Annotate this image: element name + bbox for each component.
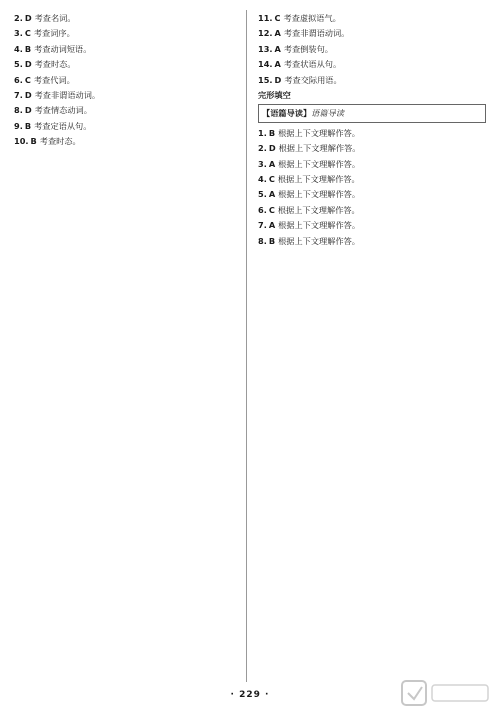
- cloze-item: [258, 173, 486, 185]
- watermark-logo-icon: [400, 675, 492, 711]
- right-item: [258, 74, 486, 86]
- left-item-explanation: 考查情态动词。: [34, 105, 92, 116]
- left-item-number: 10.: [14, 136, 29, 147]
- right-item: [258, 12, 486, 24]
- left-item: [14, 135, 242, 147]
- right-item-answer: A: [274, 43, 281, 54]
- cloze-item: [258, 127, 486, 139]
- left-item-number: 7.: [14, 90, 23, 101]
- left-item-answer: B: [30, 136, 37, 147]
- left-items: [14, 12, 242, 148]
- cloze-item-number: 7.: [258, 220, 267, 231]
- cloze-item-explanation: 根据上下文理解作答。: [277, 174, 360, 185]
- column-divider: [246, 10, 247, 682]
- right-item-answer: D: [274, 74, 282, 85]
- cloze-item-explanation: 根据上下文理解作答。: [277, 204, 360, 215]
- cloze-item-answer: A: [268, 158, 276, 169]
- cloze-item-answer: B: [268, 235, 276, 246]
- right-item-explanation: 考查状语从句。: [283, 59, 342, 70]
- left-item-answer: D: [24, 59, 32, 70]
- right-item-explanation: 考查倒装句。: [283, 43, 333, 54]
- cloze-item-answer: B: [268, 127, 276, 138]
- left-item-answer: B: [24, 120, 32, 131]
- left-item-answer: B: [24, 43, 32, 54]
- right-item-number: 15.: [258, 74, 273, 85]
- left-item: [14, 120, 242, 132]
- cloze-item-explanation: 根据上下文理解作答。: [278, 235, 360, 246]
- right-item-explanation: 考查虚拟语气。: [283, 13, 341, 23]
- cloze-item-answer: C: [268, 174, 275, 185]
- cloze-item: [258, 219, 486, 231]
- left-item-answer: C: [24, 74, 31, 85]
- cloze-item: [258, 158, 486, 170]
- left-item: [14, 89, 242, 101]
- left-item-answer: D: [24, 13, 32, 23]
- cloze-item-number: 4.: [258, 174, 267, 185]
- left-item: [14, 27, 242, 39]
- left-item-explanation: 考查定语从句。: [34, 120, 92, 131]
- cloze-item-explanation: 根据上下文理解作答。: [278, 127, 360, 138]
- left-item-answer: C: [24, 28, 31, 39]
- cloze-item-number: 2.: [258, 143, 267, 154]
- cloze-items: [258, 127, 486, 247]
- left-item-number: 2.: [14, 13, 23, 23]
- right-item-answer: A: [274, 28, 281, 39]
- cloze-title: 完形填空: [258, 90, 291, 101]
- left-item: [14, 58, 242, 70]
- right-item: [258, 27, 486, 39]
- left-item-answer: D: [24, 105, 32, 116]
- reading-guide-tag: 【语篇导读】: [262, 108, 312, 119]
- left-item-explanation: 考查动词短语。: [34, 43, 92, 54]
- left-item-number: 5.: [14, 59, 23, 70]
- left-item-number: 6.: [14, 74, 23, 85]
- left-item: [14, 104, 242, 116]
- left-item-explanation: 考查时态。: [34, 59, 76, 70]
- left-item-number: 4.: [14, 43, 23, 54]
- right-item-number: 13.: [258, 43, 273, 54]
- left-item-number: 8.: [14, 105, 23, 116]
- right-item-number: 12.: [258, 28, 273, 39]
- cloze-item-explanation: 根据上下文理解作答。: [278, 189, 361, 200]
- right-column: [258, 12, 486, 683]
- right-item: [258, 58, 486, 70]
- left-item: [14, 12, 242, 24]
- cloze-item-answer: A: [268, 220, 276, 231]
- cloze-item: [258, 204, 486, 216]
- left-item-explanation: 考查名词。: [34, 13, 76, 23]
- right-item-answer: A: [274, 59, 281, 70]
- left-item-answer: D: [24, 90, 32, 101]
- cloze-item-answer: A: [268, 189, 276, 200]
- right-item-explanation: 考查交际用语。: [284, 74, 342, 85]
- cloze-item-explanation: 根据上下文理解作答。: [278, 143, 361, 154]
- left-item-explanation: 考查词序。: [33, 28, 75, 39]
- cloze-item-answer: C: [268, 204, 275, 215]
- cloze-item: [258, 188, 486, 200]
- reading-guide-box: [258, 104, 486, 122]
- page-number: · 229 ·: [230, 690, 270, 700]
- cloze-item-number: 3.: [258, 158, 267, 169]
- left-item-number: 9.: [14, 120, 23, 131]
- cloze-item-explanation: 根据上下文理解作答。: [278, 220, 361, 231]
- cloze-item: [258, 142, 486, 154]
- right-item: [258, 43, 486, 55]
- left-item-explanation: 考查代词。: [33, 74, 75, 85]
- cloze-item-answer: D: [268, 143, 276, 154]
- left-item-explanation: 考查非谓语动词。: [34, 90, 101, 101]
- cloze-item: [258, 235, 486, 247]
- left-column: [14, 12, 242, 683]
- left-item: [14, 43, 242, 55]
- right-item-explanation: 考查非谓语动词。: [283, 28, 350, 39]
- cloze-item-number: 1.: [258, 127, 267, 138]
- right-item-answer: C: [274, 13, 281, 23]
- reading-guide-text: 语篇导读: [311, 108, 344, 119]
- left-item-explanation: 考查时态。: [39, 136, 81, 147]
- cloze-item-number: 5.: [258, 189, 267, 200]
- right-item-number: 14.: [258, 59, 273, 70]
- cloze-item-explanation: 根据上下文理解作答。: [278, 158, 361, 169]
- right-item-number: 11.: [258, 13, 273, 23]
- left-item: [14, 74, 242, 86]
- right-items: [258, 12, 486, 86]
- left-item-number: 3.: [14, 28, 23, 39]
- cloze-item-number: 6.: [258, 204, 267, 215]
- cloze-item-number: 8.: [258, 235, 267, 246]
